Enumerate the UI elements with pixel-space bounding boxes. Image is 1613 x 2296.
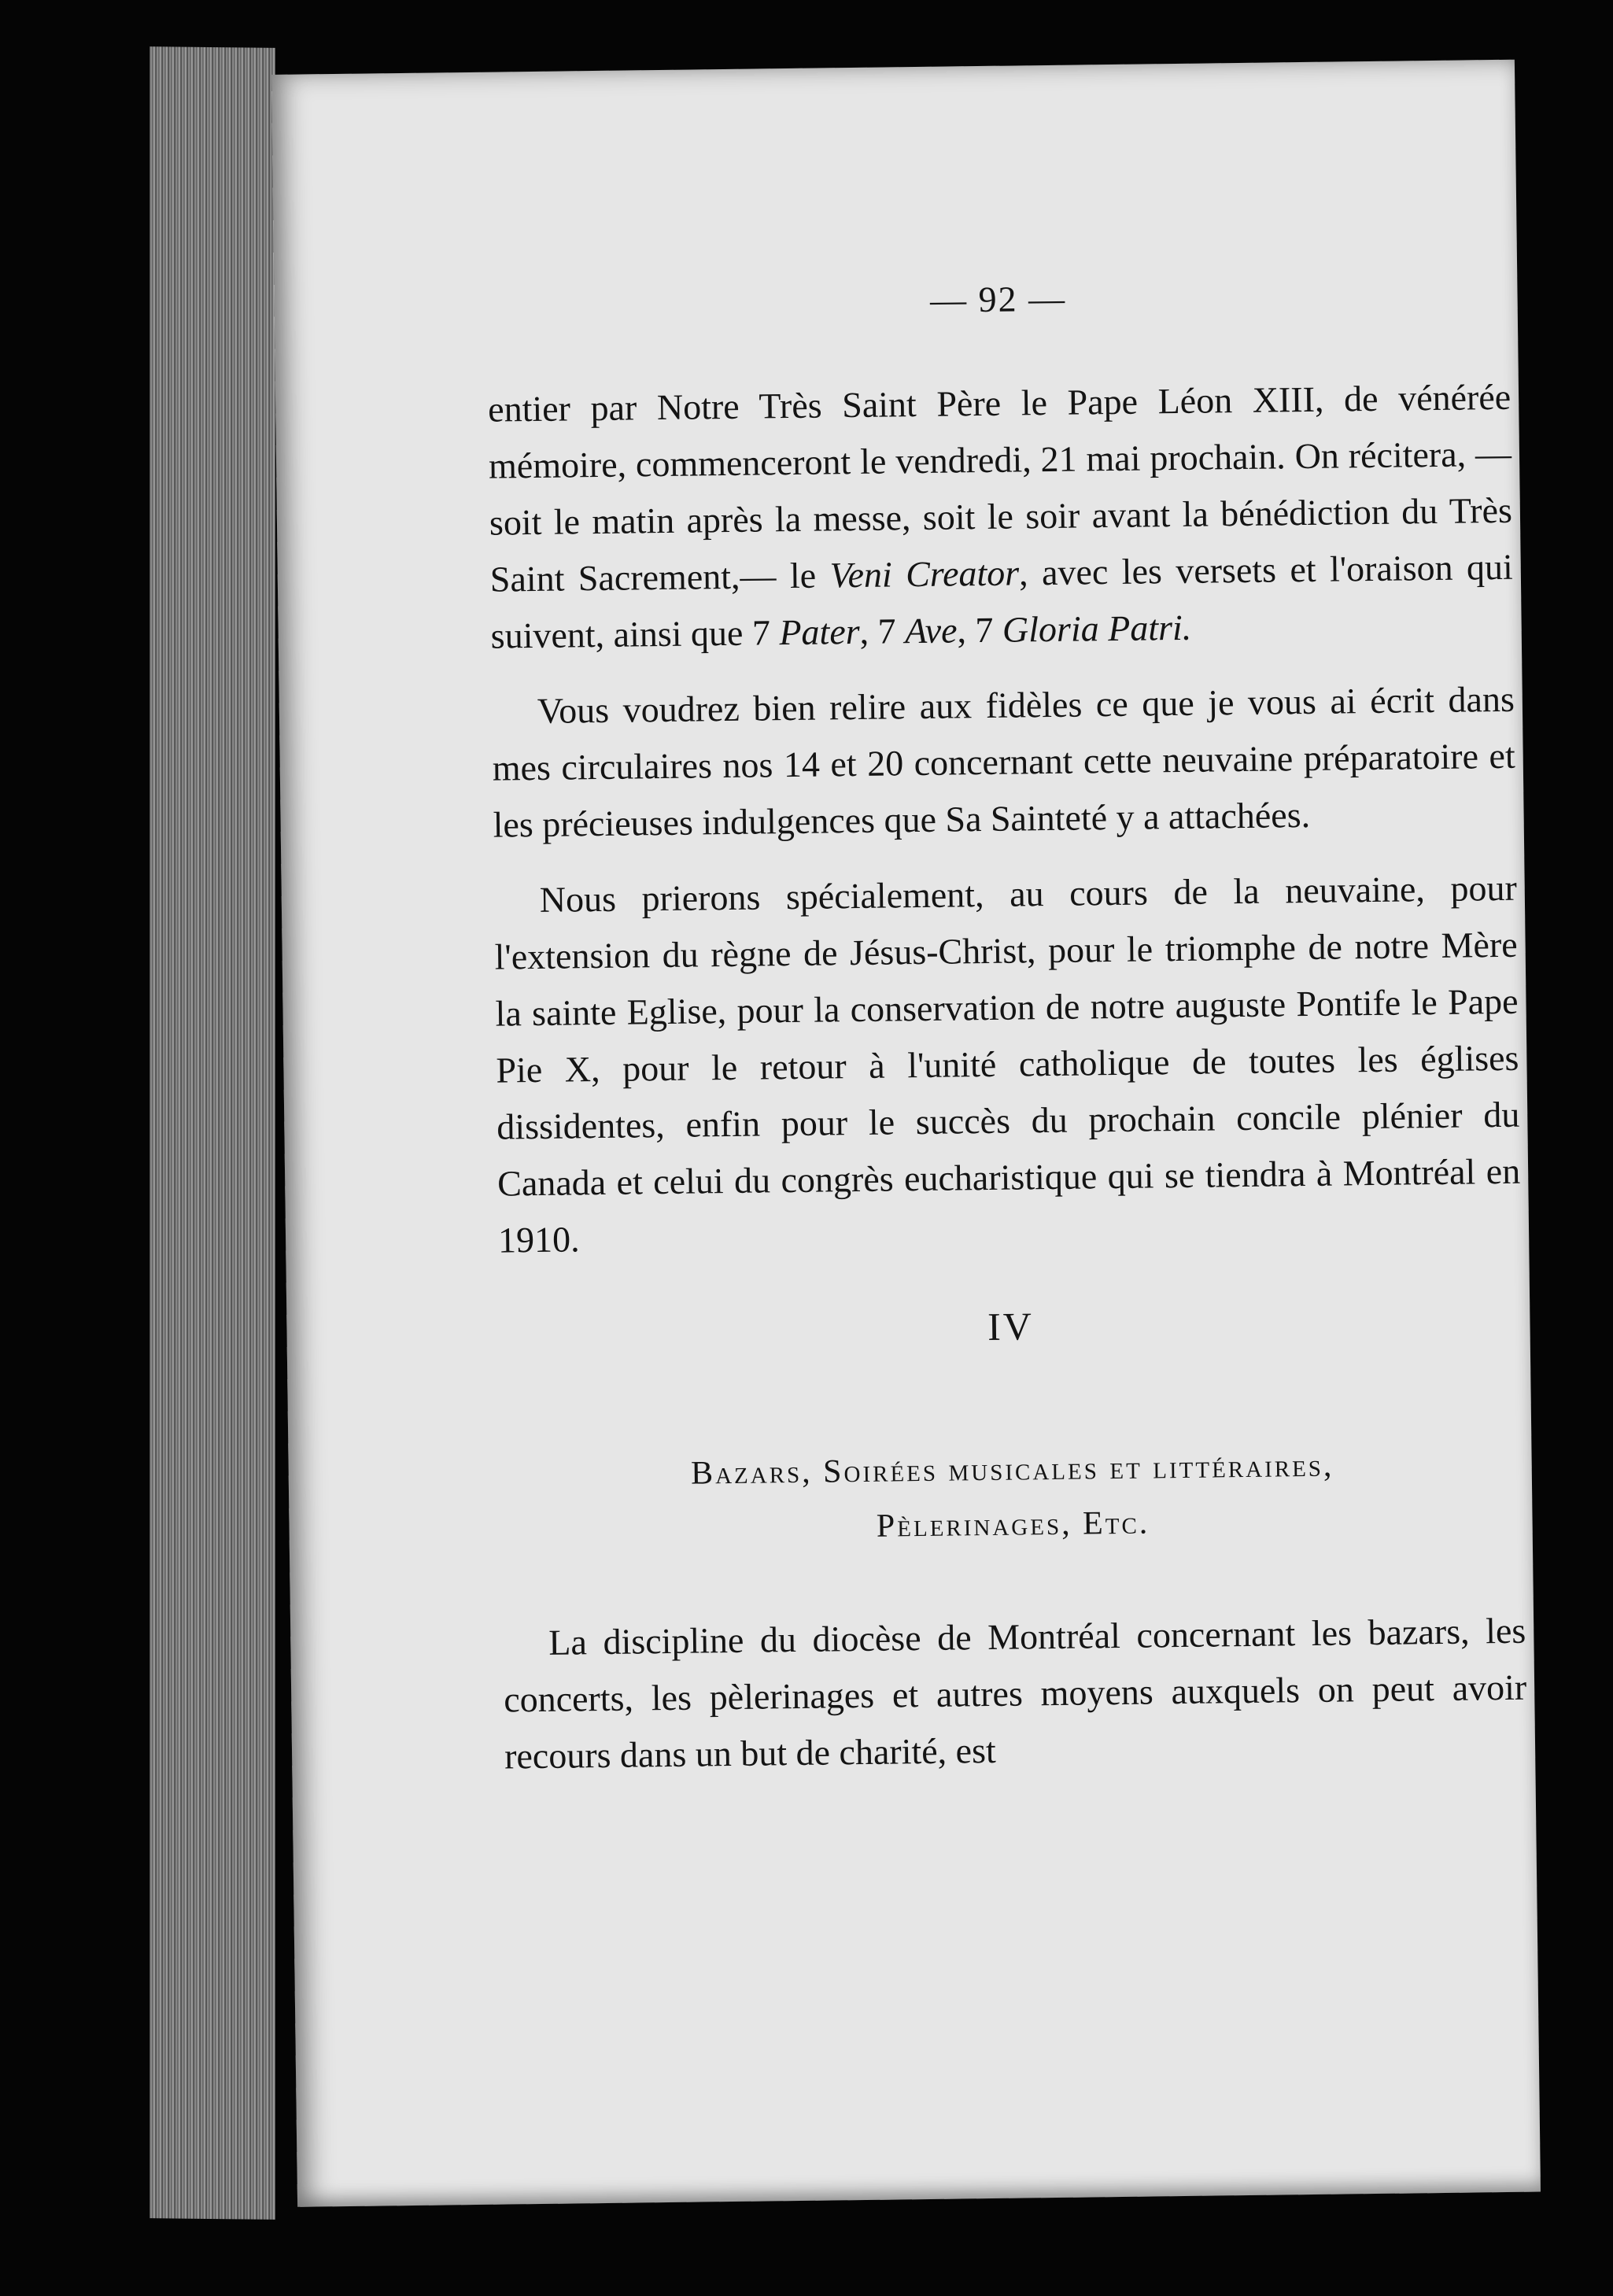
- paragraph: [493, 860, 1521, 1269]
- text-segment: , 7: [859, 611, 906, 652]
- book-page: [271, 60, 1541, 2207]
- section-title-line-2: Pèlerinages, Etc.: [876, 1504, 1150, 1545]
- text-block-before-section: [488, 369, 1522, 1269]
- italic-text: Pater: [779, 611, 860, 653]
- section-title-line-1: Bazars, Soirées musicales et littéraires,: [690, 1447, 1334, 1492]
- italic-text: Veni Creator: [829, 552, 1020, 596]
- text-segment: La discipline du diocèse de Montréal concernant les bazars, les concerts, les pèlerinages et autres moyens auxquels on peut avoir recours dans un but de charité, est: [503, 1610, 1527, 1777]
- italic-text: Gloria Patri.: [1002, 607, 1192, 650]
- text-segment: entier par Notre Très Saint Père le Pape Léon XIII, de vénérée mémoire, commenceront le vendredi, 21 mai prochain. On récitera, — soit le matin après la messe, soit le soir avant la bénédiction du Très Saint Sacrement,— le: [487, 376, 1513, 600]
- italic-text: Ave: [904, 610, 958, 652]
- page-content: [486, 272, 1527, 1804]
- text-segment: Nous prierons spécialement, au cours de la neuvaine, pour l'extension du règne de Jésus-Christ, pour le triomphe de notre Mère la sainte Eglise, pour la conservation de notre auguste Pontife le Pape Pie X, pour le retour à l'unité catholique de toutes les églises dissidentes, enfin pour le succès du prochain concile plénier du Canada et celui du congrès eucharistique qui se tiendra à Montréal en 1910.: [494, 867, 1521, 1261]
- page-number: — 92 —: [929, 278, 1067, 320]
- section-title: [500, 1436, 1525, 1559]
- text-segment: Vous voudrez bien relire aux fidèles ce que je vous ai écrit dans mes circulaires nos 14 et 20 concernant cette neuvaine préparatoire et les précieuses indulgences que Sa Sainteté y a attachées.: [492, 678, 1516, 845]
- text-block-after-section: [503, 1603, 1528, 1785]
- text-segment: , 7: [957, 609, 1003, 651]
- paragraph: [503, 1603, 1528, 1785]
- paragraph: [491, 671, 1516, 854]
- book-page-edges: [149, 46, 275, 2220]
- section-number: IV: [987, 1304, 1035, 1349]
- text-segment: , avec les versets et l'oraison qui suivent, ainsi que 7: [490, 546, 1514, 656]
- paragraph: [488, 369, 1514, 665]
